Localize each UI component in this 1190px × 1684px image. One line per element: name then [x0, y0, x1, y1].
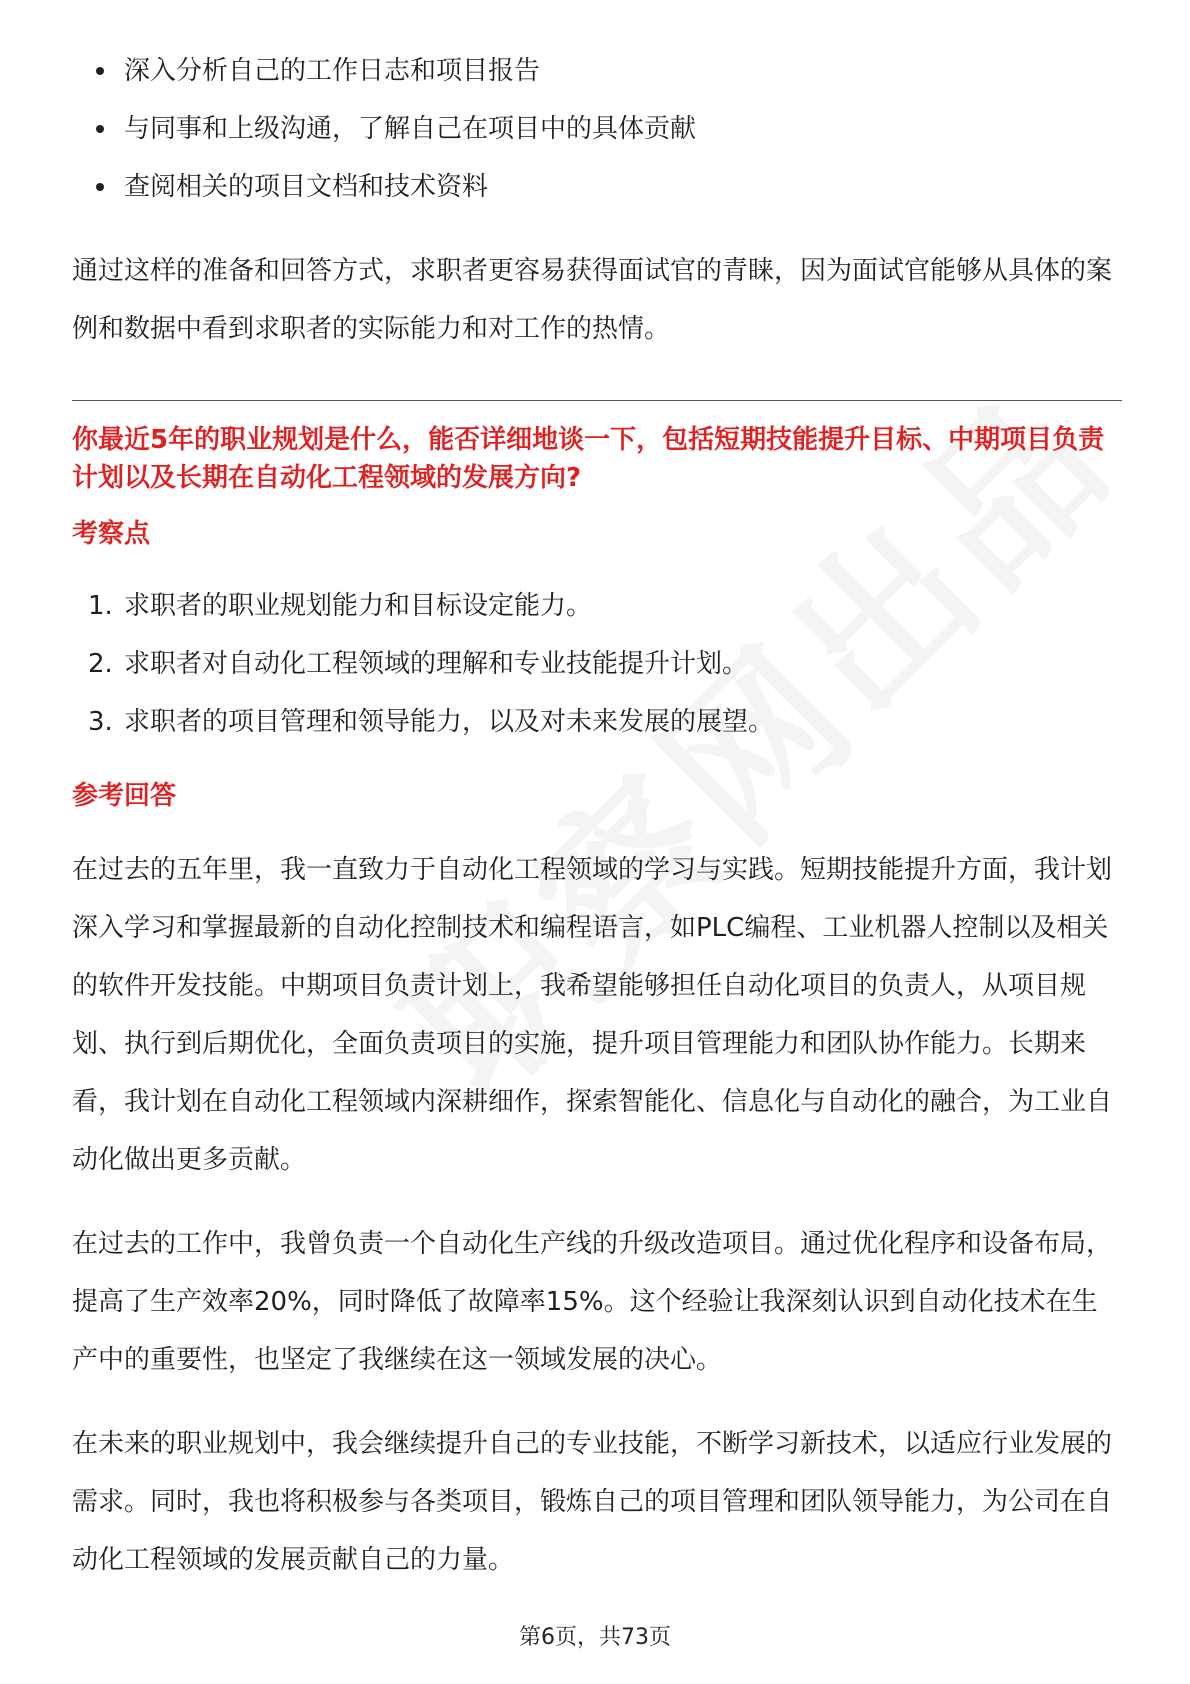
bullet-icon	[96, 67, 104, 75]
section-divider	[72, 400, 1122, 401]
bullet-icon	[96, 125, 104, 133]
assessment-list	[72, 577, 1122, 751]
assessment-title: 考察点	[72, 519, 151, 549]
intro-paragraph: 通过这样的准备和回答方式，求职者更容易获得面试官的青睐，因为面试官能够从具体的案例和数据中看到求职者的实际能力和对工作的热情。	[72, 256, 1113, 344]
list-item: 深入分析自己的工作日志和项目报告	[72, 42, 1122, 100]
answer-paragraph: 在过去的五年里，我一直致力于自动化工程领域的学习与实践。短期技能提升方面，我计划深入学习和掌握最新的自动化控制技术和编程语言，如PLC编程、工业机器人控制以及相关的软件开发技能。中期项目负责计划上，我希望能够担任自动化项目的负责人，从项目规划、执行到后期优化，全面负责项目的实施，提升项目管理能力和团队协作能力。长期来看，我计划在自动化工程领域内深耕细作，探索智能化、信息化与自动化的融合，为工业自动化做出更多贡献。	[72, 855, 1113, 1175]
list-item: 2. 求职者对自动化工程领域的理解和专业技能提升计划。	[88, 649, 749, 679]
bullet-icon	[96, 183, 104, 191]
list-item: 查阅相关的项目文档和技术资料	[72, 158, 1122, 216]
reference-title: 参考回答	[72, 781, 177, 811]
page-footer: 第6页，共73页	[519, 1625, 671, 1650]
answer-paragraph: 在未来的职业规划中，我会继续提升自己的专业技能，不断学习新技术，以适应行业发展的需求。同时，我也将积极参与各类项目，锻炼自己的项目管理和团队领导能力，为公司在自动化工程领域的发展贡献自己的力量。	[72, 1429, 1113, 1575]
answer-paragraph: 在过去的工作中，我曾负责一个自动化生产线的升级改造项目。通过优化程序和设备布局，提高了生产效率20%，同时降低了故障率15%。这个经验让我深刻认识到自动化技术在生产中的重要性，也坚定了我继续在这一领域发展的决心。	[72, 1229, 1113, 1375]
document-page	[72, 42, 1122, 1589]
question-heading: 你最近5年的职业规划是什么，能否详细地谈一下，包括短期技能提升目标、中期项目负责计划以及长期在自动化工程领域的发展方向?	[72, 425, 1105, 493]
top-bullet-list	[72, 42, 1122, 216]
list-item: 1. 求职者的职业规划能力和目标设定能力。	[88, 591, 593, 621]
list-item: 3. 求职者的项目管理和领导能力，以及对未来发展的展望。	[88, 707, 775, 737]
list-item: 与同事和上级沟通，了解自己在项目中的具体贡献	[72, 100, 1122, 158]
